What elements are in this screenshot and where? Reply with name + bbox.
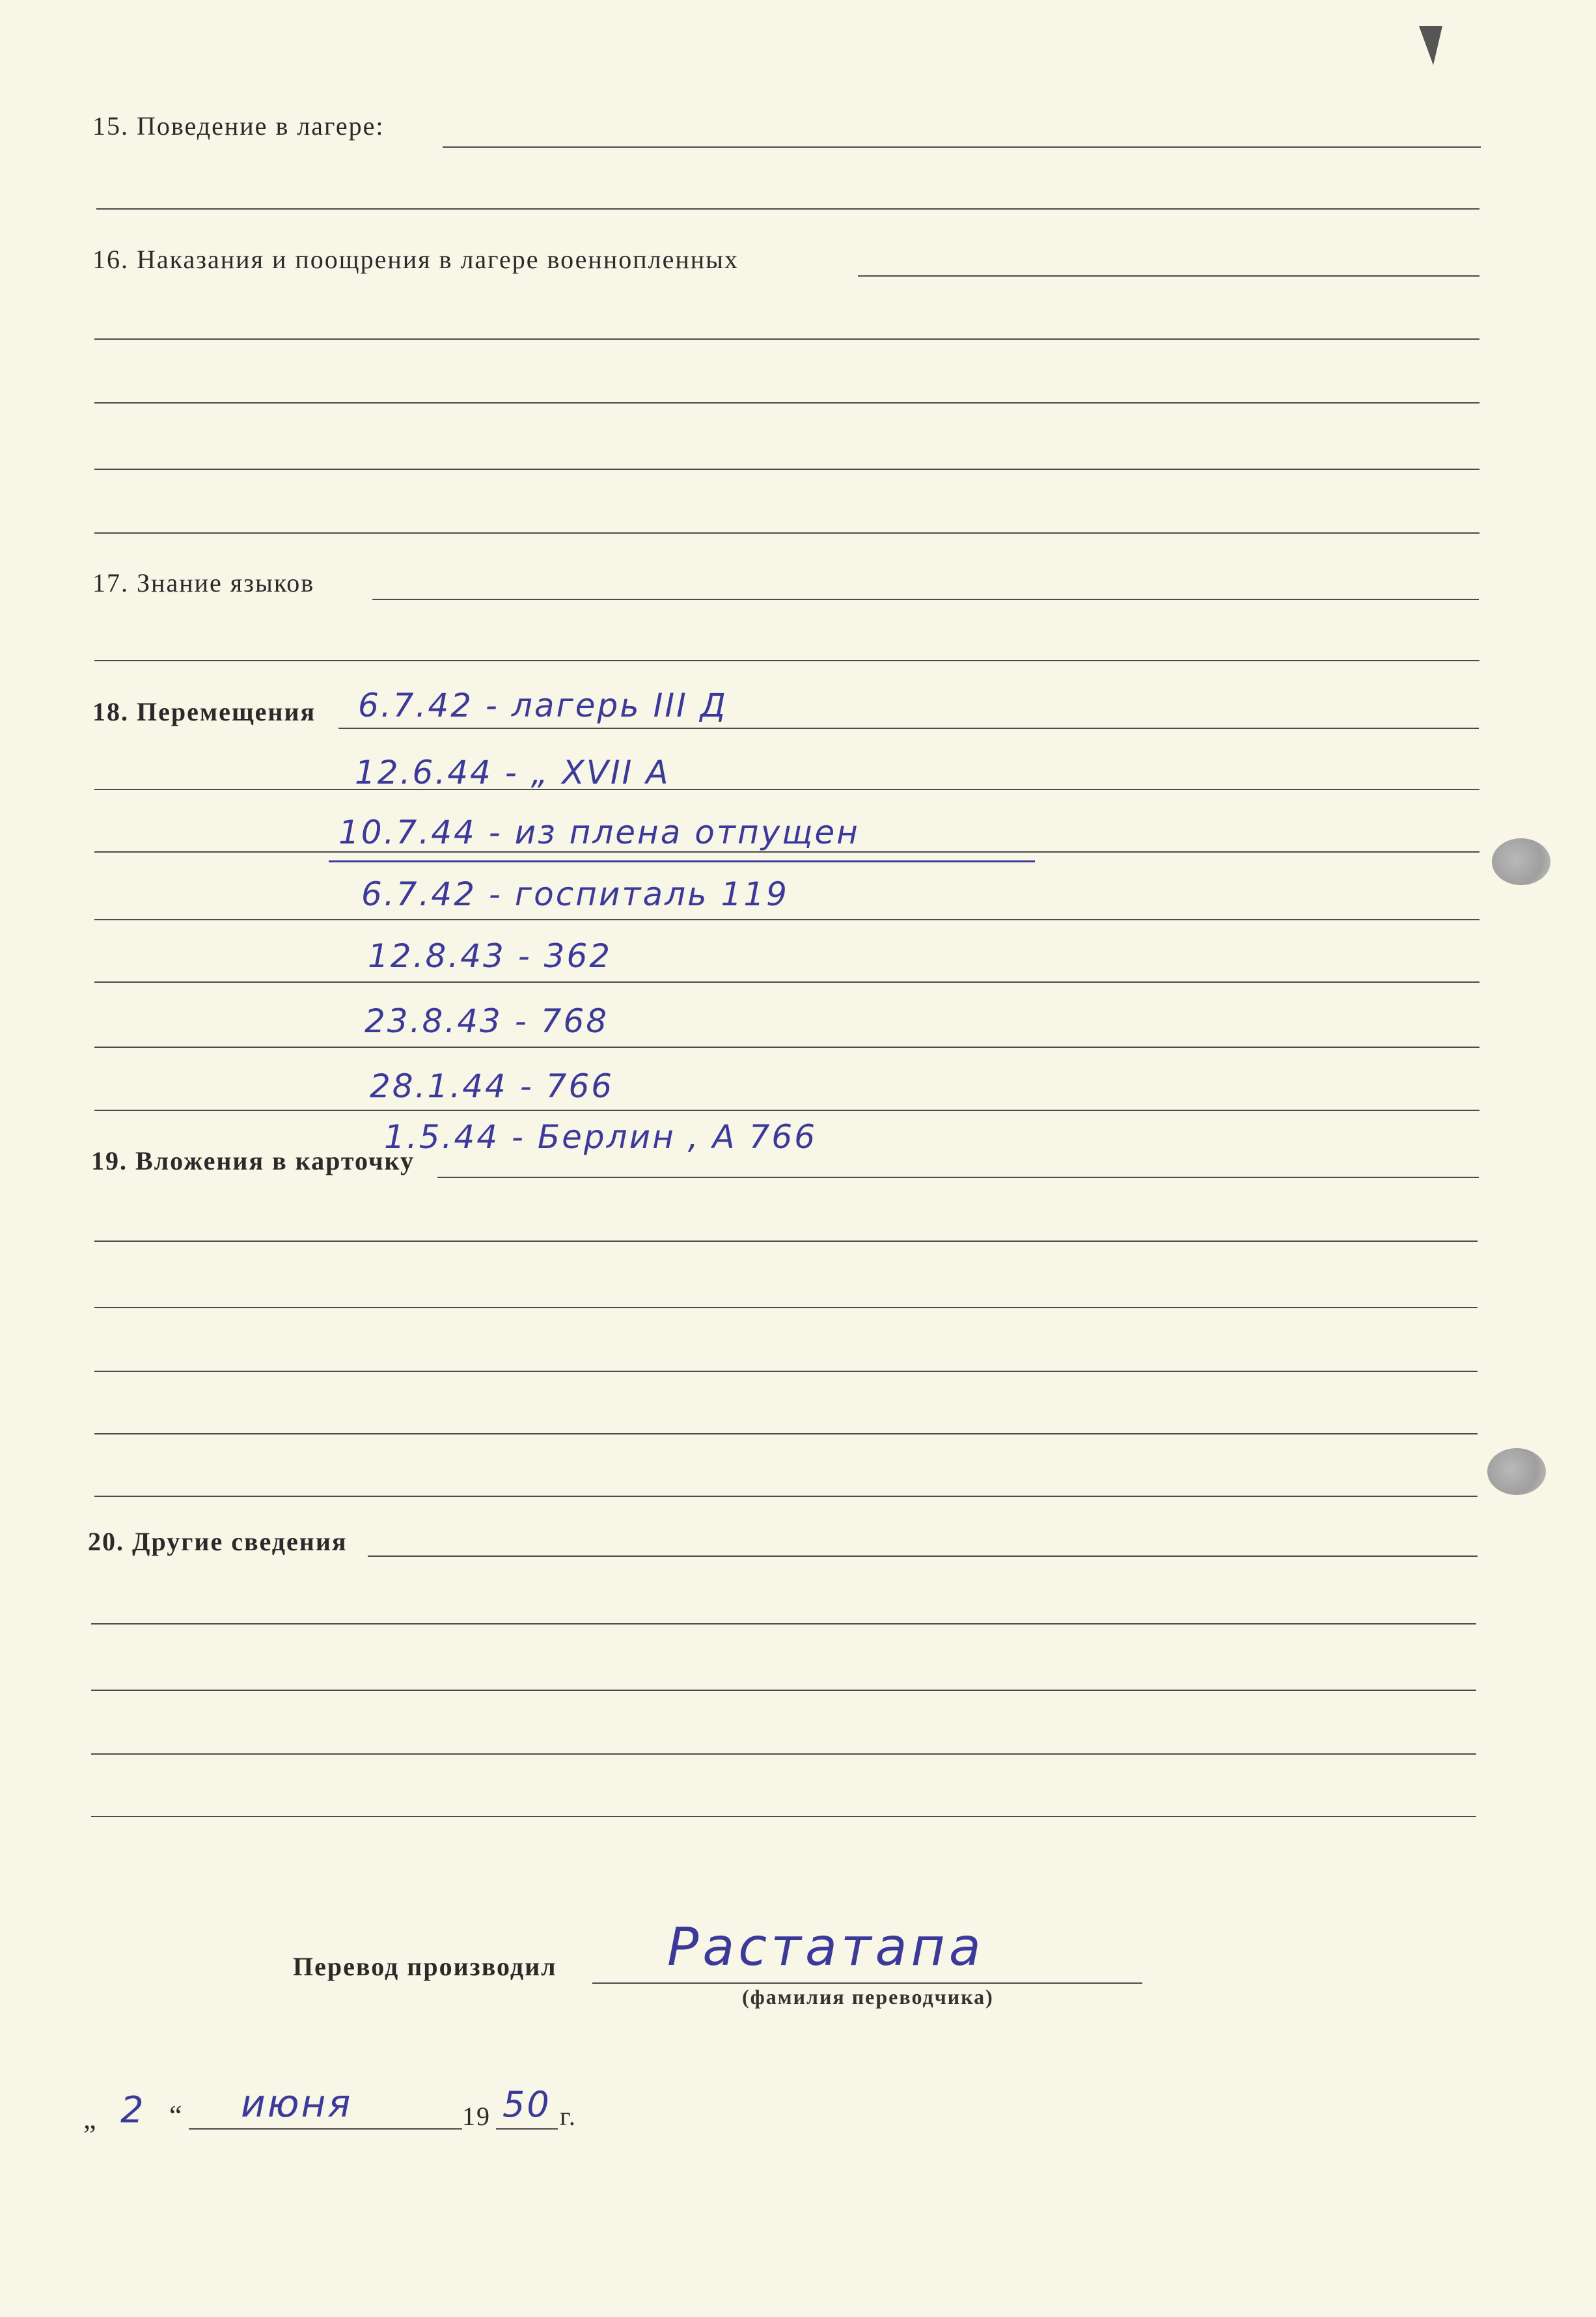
- item-18-line: [94, 1047, 1479, 1048]
- item-20-line: [368, 1556, 1478, 1557]
- movement-entry: 6.7.42 - госпиталь 119: [361, 875, 789, 913]
- item-18-line: [94, 981, 1479, 983]
- translator-label: Перевод производил: [293, 1952, 557, 1981]
- handwritten-underline: [329, 860, 1035, 862]
- movement-entry: 12.8.43 - 362: [368, 937, 612, 975]
- item-16-line: [94, 338, 1479, 340]
- item-18-line: [94, 789, 1479, 790]
- movement-entry: 1.5.44 - Берлин , А 766: [384, 1118, 818, 1156]
- item-20-line: [91, 1623, 1476, 1625]
- movement-entry: 6.7.42 - лагерь III Д: [358, 687, 728, 724]
- item-15-line: [443, 146, 1481, 148]
- item-19-line: [94, 1433, 1478, 1434]
- item-18-line: [338, 728, 1479, 729]
- item-19-line: [437, 1177, 1479, 1178]
- date-open-quote: „: [83, 2103, 98, 2135]
- item-18-label: 18. Перемещения: [92, 697, 316, 726]
- item-15-line: [96, 208, 1479, 210]
- item-16-line: [94, 402, 1479, 404]
- date-year-line: [496, 2128, 558, 2130]
- date-suffix: г.: [560, 2102, 577, 2131]
- item-16-line: [858, 275, 1479, 277]
- punch-hole: [1487, 1448, 1546, 1495]
- item-19-line: [94, 1307, 1478, 1308]
- translator-caption: (фамилия переводчика): [742, 1985, 994, 2009]
- item-20-line: [91, 1690, 1476, 1691]
- item-19-line: [94, 1241, 1478, 1242]
- item-19-line: [94, 1371, 1478, 1372]
- movement-entry: 28.1.44 - 766: [370, 1067, 614, 1105]
- item-16-line: [94, 469, 1479, 470]
- item-16-label: 16. Наказания и поощрения в лагере военнопленных: [92, 245, 739, 274]
- translator-signature: Растатапа: [667, 1917, 985, 1977]
- movement-entry: 23.8.43 - 768: [365, 1002, 609, 1040]
- date-close-quote: “: [169, 2100, 184, 2132]
- date-year: 50: [502, 2084, 551, 2125]
- item-20-line: [91, 1753, 1476, 1755]
- item-17-line: [94, 660, 1479, 661]
- item-17-line: [372, 599, 1479, 600]
- item-17-label: 17. Знание языков: [92, 568, 315, 597]
- date-century: 19: [462, 2102, 491, 2131]
- date-day: 2: [120, 2089, 146, 2132]
- item-15-label: 15. Поведение в лагере:: [92, 111, 385, 141]
- item-18-line: [94, 851, 1479, 853]
- punch-hole: [1492, 838, 1550, 885]
- paper-tear: [1419, 26, 1442, 65]
- date-month-line: [189, 2128, 462, 2130]
- item-18-line: [94, 919, 1479, 920]
- item-20-label: 20. Другие сведения: [88, 1527, 348, 1556]
- date-month: июня: [241, 2081, 353, 2126]
- item-18-line: [94, 1110, 1479, 1111]
- movement-entry: 12.6.44 - „ XVII А: [355, 754, 670, 791]
- movement-entry: 10.7.44 - из плена отпущен: [338, 814, 860, 851]
- item-19-label: 19. Вложения в карточку: [91, 1146, 415, 1175]
- item-16-line: [94, 532, 1479, 534]
- item-19-line: [94, 1496, 1478, 1497]
- translator-line: [592, 1982, 1142, 1984]
- item-20-line: [91, 1816, 1476, 1817]
